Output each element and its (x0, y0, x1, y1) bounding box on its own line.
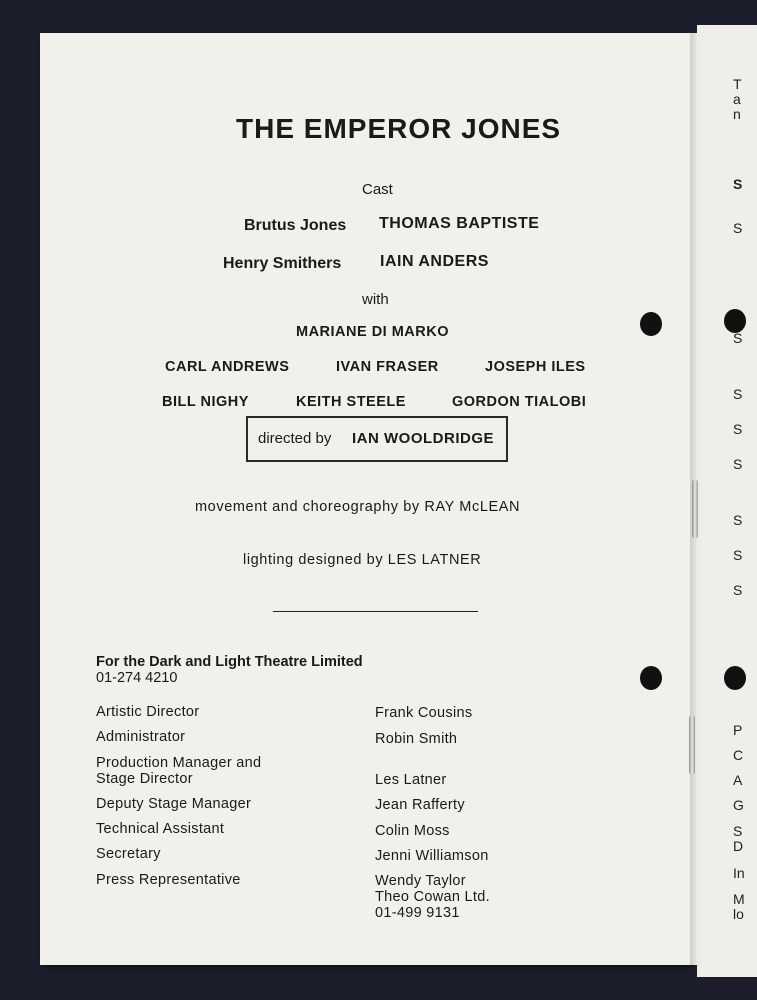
next-page-fragment: C (733, 747, 744, 763)
director-box (246, 416, 508, 462)
staff-role: Administrator (96, 729, 186, 745)
next-page-fragment: S (733, 582, 743, 598)
next-page-fragment: M (733, 891, 745, 907)
page-title: THE EMPEROR JONES (236, 113, 562, 144)
next-page-fragment: In (733, 865, 745, 881)
ensemble-member: JOSEPH ILES (485, 359, 586, 375)
staff-name: Robin Smith (375, 731, 458, 747)
next-page-fragment: A (733, 772, 743, 788)
next-page-fragment: S (733, 823, 743, 839)
next-page-fragment: S (733, 220, 743, 236)
staff-role: Artistic Director (96, 704, 200, 720)
staff-role: Technical Assistant (96, 821, 225, 837)
ensemble-member: BILL NIGHY (162, 394, 249, 410)
staff-role: Secretary (96, 846, 161, 862)
director-name: IAN WOOLDRIDGE (352, 430, 494, 447)
next-page-fragment: P (733, 722, 743, 738)
lighting-credit: lighting designed by LES LATNER (243, 552, 482, 568)
staff-name: Jenni Williamson (375, 848, 489, 864)
staff-name: Jean Rafferty (375, 797, 465, 813)
next-page-fragment: lo (733, 906, 744, 922)
ensemble-member: GORDON TIALOBI (452, 394, 587, 410)
staff-name: Wendy Taylor Theo Cowan Ltd. 01-499 9131 (375, 873, 490, 921)
staple (689, 716, 695, 774)
director-prefix: directed by (258, 430, 332, 447)
ensemble-member: IVAN FRASER (336, 359, 439, 375)
divider (273, 611, 478, 612)
programme-page (40, 33, 692, 965)
staff-role: Production Manager and Stage Director (96, 755, 262, 787)
ensemble-member: CARL ANDREWS (165, 359, 290, 375)
staff-role: Press Representative (96, 872, 241, 888)
staple (692, 480, 698, 538)
next-page-fragment: T (733, 76, 742, 92)
cast-role-2: Henry Smithers (223, 255, 342, 272)
ensemble-member: KEITH STEELE (296, 394, 406, 410)
next-page-fragment: S (733, 330, 743, 346)
with-label: with (362, 291, 389, 308)
next-page-fragment: S (733, 421, 743, 437)
staff-name: Colin Moss (375, 823, 450, 839)
next-page-fragment: D (733, 838, 744, 854)
next-page-fragment: S (733, 386, 743, 402)
staff-name: Les Latner (375, 772, 447, 788)
next-page-fragment: n (733, 106, 741, 122)
ensemble-member: MARIANE DI MARKO (296, 324, 449, 340)
staff-role: Deputy Stage Manager (96, 796, 252, 812)
next-page-fragment: a (733, 91, 741, 107)
cast-heading: Cast (362, 181, 393, 198)
next-page-fragment: S (733, 456, 743, 472)
next-page-fragment: S (733, 512, 743, 528)
next-page-fragment: G (733, 797, 744, 813)
binder-hole (640, 666, 662, 690)
cast-role-1: Brutus Jones (244, 217, 347, 234)
next-page-fragment: S (733, 547, 743, 563)
staff-name: Frank Cousins (375, 705, 473, 721)
company-name: For the Dark and Light Theatre Limited (96, 654, 363, 670)
binder-hole (640, 312, 662, 336)
movement-credit: movement and choreography by RAY McLEAN (195, 499, 521, 515)
cast-actor-2: IAIN ANDERS (380, 253, 489, 270)
next-page (697, 25, 757, 977)
company-phone: 01-274 4210 (96, 670, 178, 686)
binder-hole (724, 666, 746, 690)
next-page-fragment: S (733, 176, 743, 192)
cast-actor-1: THOMAS BAPTISTE (379, 215, 540, 232)
